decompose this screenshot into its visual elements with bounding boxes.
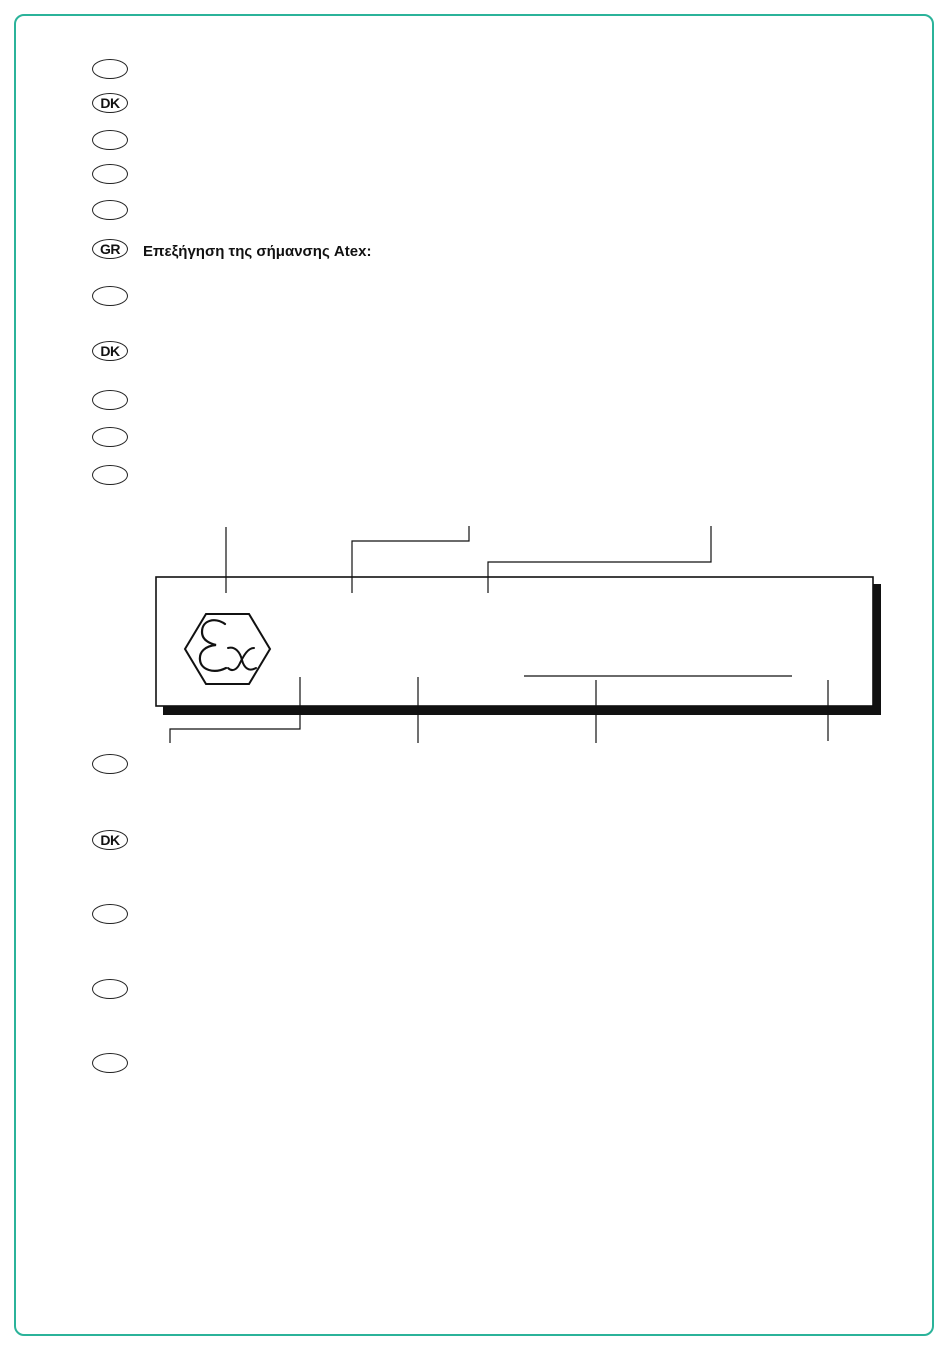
language-badge-gr: GR xyxy=(92,239,128,259)
language-badge-dk: DK xyxy=(92,341,128,361)
language-badge-blank xyxy=(92,754,128,774)
language-badge-dk: DK xyxy=(92,830,128,850)
language-badge-dk: DK xyxy=(92,93,128,113)
language-badge-blank xyxy=(92,904,128,924)
language-badge-blank xyxy=(92,1053,128,1073)
language-badge-blank xyxy=(92,979,128,999)
atex-marking-heading: Επεξήγηση της σήμανσης Atex: xyxy=(143,243,372,260)
